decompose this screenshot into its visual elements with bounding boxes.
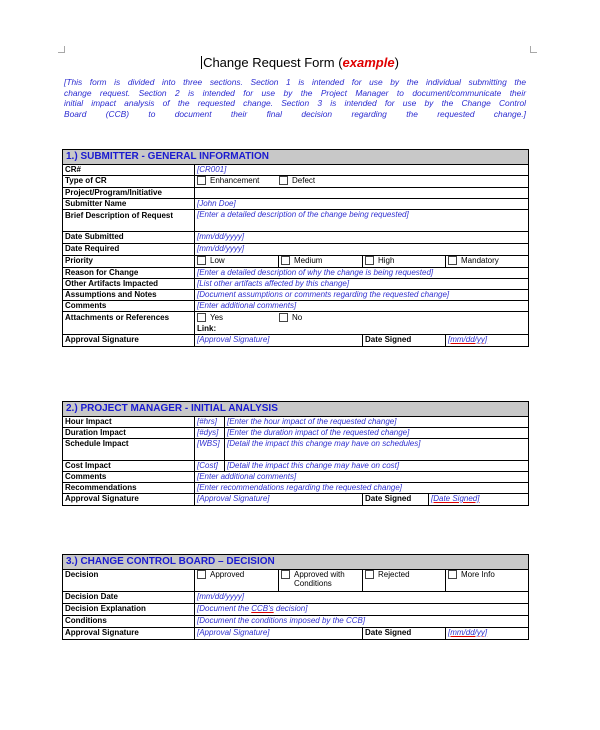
reason-field[interactable]: [Enter a detailed description of why the change is being requested] xyxy=(195,268,529,279)
submitter-label: Submitter Name xyxy=(63,199,195,210)
hour-impact-units[interactable]: [#hrs] xyxy=(195,417,225,428)
duration-impact-label: Duration Impact xyxy=(63,428,195,439)
link-label: Link: xyxy=(197,324,217,333)
table-row xyxy=(63,268,529,279)
section3-header: 3.) CHANGE CONTROL BOARD – DECISION xyxy=(63,555,529,570)
table-row xyxy=(63,232,529,244)
intro-line: [This form is divided into three sections. Section 1 is intended for use by the individual submitting the xyxy=(64,77,526,87)
low-checkbox[interactable] xyxy=(197,256,206,265)
option-label: High xyxy=(378,256,395,265)
table-row xyxy=(63,628,529,640)
approved-with-conditions-option[interactable] xyxy=(279,570,363,592)
pm-date-signed-label: Date Signed xyxy=(363,494,429,506)
table-row xyxy=(63,165,529,176)
ccb-approval-signature-field[interactable]: [Approval Signature] xyxy=(195,628,363,640)
table-row xyxy=(63,494,529,506)
option-label: More Info xyxy=(461,570,495,579)
text-cursor xyxy=(201,56,202,69)
priority-low-option[interactable] xyxy=(195,256,279,268)
date-required-field[interactable]: [mm/dd/yyyy] xyxy=(195,244,529,256)
cost-impact-units[interactable]: [Cost] xyxy=(195,461,225,472)
yes-checkbox[interactable] xyxy=(197,313,206,322)
option-label: No xyxy=(292,313,303,322)
option-label: Enhancement xyxy=(210,176,260,185)
project-field[interactable] xyxy=(195,188,529,199)
section1-table xyxy=(62,149,529,347)
title-text: Change Request Form xyxy=(203,55,335,70)
mandatory-checkbox[interactable] xyxy=(448,256,457,265)
table-row xyxy=(63,439,529,461)
table-row xyxy=(63,472,529,483)
attachments-label: Attachments or References xyxy=(63,312,195,335)
crop-mark-top-left xyxy=(58,46,65,53)
crop-mark-top-right xyxy=(530,46,537,53)
artifacts-field[interactable]: [List other artifacts affected by this change] xyxy=(195,279,529,290)
project-label: Project/Program/Initiative xyxy=(63,188,195,199)
decision-date-label: Decision Date xyxy=(63,592,195,604)
decision-explanation-field[interactable] xyxy=(195,604,529,616)
duration-impact-field[interactable]: [Enter the duration impact of the requested change] xyxy=(225,428,529,439)
hour-impact-label: Hour Impact xyxy=(63,417,195,428)
option-label: Defect xyxy=(292,176,316,185)
date-submitted-label: Date Submitted xyxy=(63,232,195,244)
table-row xyxy=(63,428,529,439)
recommendations-label: Recommendations xyxy=(63,483,195,494)
conditions-field[interactable]: [Document the conditions imposed by the CCB] xyxy=(195,616,529,628)
defect-option[interactable] xyxy=(279,176,315,185)
section2-table xyxy=(62,401,529,506)
table-row xyxy=(63,244,529,256)
comments-field[interactable]: [Enter additional comments] xyxy=(195,301,529,312)
table-row xyxy=(63,199,529,210)
priority-high-option[interactable] xyxy=(363,256,446,268)
section3-table xyxy=(62,554,529,640)
pm-comments-label: Comments xyxy=(63,472,195,483)
duration-impact-units[interactable]: [#dys] xyxy=(195,428,225,439)
table-row xyxy=(63,570,529,592)
table-row xyxy=(63,256,529,268)
option-label: Rejected xyxy=(378,570,410,579)
conditions-label: Conditions xyxy=(63,616,195,628)
priority-label: Priority xyxy=(63,256,195,268)
approval-label: Approval Signature xyxy=(63,335,195,347)
ccb-date-signed-value: [mm/dd/yy] xyxy=(448,628,488,637)
intro-line: initial impact analysis of the requested change. Section 3 is intended for use by the Change Control xyxy=(64,98,526,108)
enhancement-checkbox[interactable] xyxy=(197,176,206,185)
table-row xyxy=(63,616,529,628)
high-checkbox[interactable] xyxy=(365,256,374,265)
medium-checkbox[interactable] xyxy=(281,256,290,265)
option-label: Yes xyxy=(210,313,224,322)
approved-option[interactable] xyxy=(195,570,279,592)
table-row xyxy=(63,604,529,616)
explanation-text: decision] xyxy=(273,604,308,613)
option-label: Medium xyxy=(294,256,323,265)
option-label: Approved xyxy=(210,570,245,579)
option-label: Low xyxy=(210,256,225,265)
table-row xyxy=(63,417,529,428)
explanation-ccb: CCB's xyxy=(251,604,274,613)
more-info-option[interactable] xyxy=(446,570,529,592)
submitter-field[interactable]: [John Doe] xyxy=(195,199,529,210)
intro-line: change request. Section 2 is intended for use by the Project Manager to document/communicate their xyxy=(64,87,526,98)
assumptions-field[interactable]: [Document assumptions or comments regarding the requested change] xyxy=(195,290,529,301)
pm-date-signed-value: [Date Signed] xyxy=(431,494,480,503)
page-title: Change Request Form (example) xyxy=(203,55,399,70)
date-required-label: Date Required xyxy=(63,244,195,256)
cr-label: CR# xyxy=(63,165,195,176)
cost-impact-label: Cost Impact xyxy=(63,461,195,472)
table-row xyxy=(63,312,529,335)
date-signed-field[interactable] xyxy=(446,335,529,347)
approved-checkbox[interactable] xyxy=(197,570,206,579)
enhancement-option[interactable] xyxy=(197,176,279,185)
date-signed-label: Date Signed xyxy=(363,335,446,347)
type-options xyxy=(195,176,529,188)
rejected-option[interactable] xyxy=(363,570,446,592)
attachments-yes-option[interactable] xyxy=(197,312,279,323)
no-checkbox[interactable] xyxy=(279,313,288,322)
rejected-checkbox[interactable] xyxy=(365,570,374,579)
ccb-date-signed-field[interactable] xyxy=(446,628,529,640)
date-submitted-field[interactable]: [mm/dd/yyyy] xyxy=(195,232,529,244)
attachments-options xyxy=(195,312,529,335)
section1-header: 1.) SUBMITTER - GENERAL INFORMATION xyxy=(63,150,529,165)
approved-with-conditions-checkbox[interactable] xyxy=(281,570,290,579)
more-info-checkbox[interactable] xyxy=(448,570,457,579)
ccb-date-signed-label: Date Signed xyxy=(363,628,446,640)
table-row xyxy=(63,176,529,188)
priority-medium-option[interactable] xyxy=(279,256,363,268)
table-row xyxy=(63,290,529,301)
decision-explanation-label: Decision Explanation xyxy=(63,604,195,616)
table-row xyxy=(63,301,529,312)
pm-date-signed-field[interactable] xyxy=(429,494,529,506)
table-row xyxy=(63,279,529,290)
pm-comments-field[interactable]: [Enter additional comments] xyxy=(195,472,529,483)
option-label: Mandatory xyxy=(461,256,499,265)
recommendations-field[interactable]: [Enter recommendations regarding the requested change] xyxy=(195,483,529,494)
schedule-impact-label: Schedule Impact xyxy=(63,439,195,461)
brief-field[interactable]: [Enter a detailed description of the change being requested] xyxy=(195,210,529,232)
option-label: Approved with Conditions xyxy=(294,570,345,588)
approval-signature-field[interactable]: [Approval Signature] xyxy=(195,335,363,347)
schedule-impact-field[interactable]: [Detail the impact this change may have on schedules] xyxy=(225,439,529,461)
title-example: example xyxy=(342,55,395,70)
cost-impact-field[interactable]: [Detail the impact this change may have on cost] xyxy=(225,461,529,472)
type-label: Type of CR xyxy=(63,176,195,188)
comments-label: Comments xyxy=(63,301,195,312)
table-row xyxy=(63,461,529,472)
artifacts-label: Other Artifacts Impacted xyxy=(63,279,195,290)
cr-field[interactable]: [CR001] xyxy=(195,165,529,176)
decision-label: Decision xyxy=(63,570,195,592)
priority-mandatory-option[interactable] xyxy=(446,256,529,268)
table-row xyxy=(63,210,529,232)
brief-label: Brief Description of Request xyxy=(63,210,195,232)
date-signed-value: [mm/dd/yy] xyxy=(448,335,488,344)
decision-date-field[interactable]: [mm/dd/yyyy] xyxy=(195,592,529,604)
section2-header: 2.) PROJECT MANAGER - INITIAL ANALYSIS xyxy=(63,402,529,417)
table-row xyxy=(63,188,529,199)
table-row xyxy=(63,592,529,604)
ccb-approval-label: Approval Signature xyxy=(63,628,195,640)
table-row xyxy=(63,335,529,347)
intro-paragraph xyxy=(64,77,526,119)
section3-header-row xyxy=(63,555,529,570)
reason-label: Reason for Change xyxy=(63,268,195,279)
pm-approval-label: Approval Signature xyxy=(63,494,195,506)
hour-impact-field[interactable]: [Enter the hour impact of the requested change] xyxy=(225,417,529,428)
attachments-no-option[interactable] xyxy=(279,312,302,323)
assumptions-label: Assumptions and Notes xyxy=(63,290,195,301)
section1-header-row xyxy=(63,150,529,165)
explanation-text: [Document the xyxy=(197,604,252,613)
pm-approval-signature-field[interactable]: [Approval Signature] xyxy=(195,494,363,506)
schedule-impact-units[interactable]: [WBS] xyxy=(195,439,225,461)
defect-checkbox[interactable] xyxy=(279,176,288,185)
section2-header-row xyxy=(63,402,529,417)
intro-line: Board (CCB) to document their final decision regarding the requested change.] xyxy=(64,108,526,119)
table-row xyxy=(63,483,529,494)
